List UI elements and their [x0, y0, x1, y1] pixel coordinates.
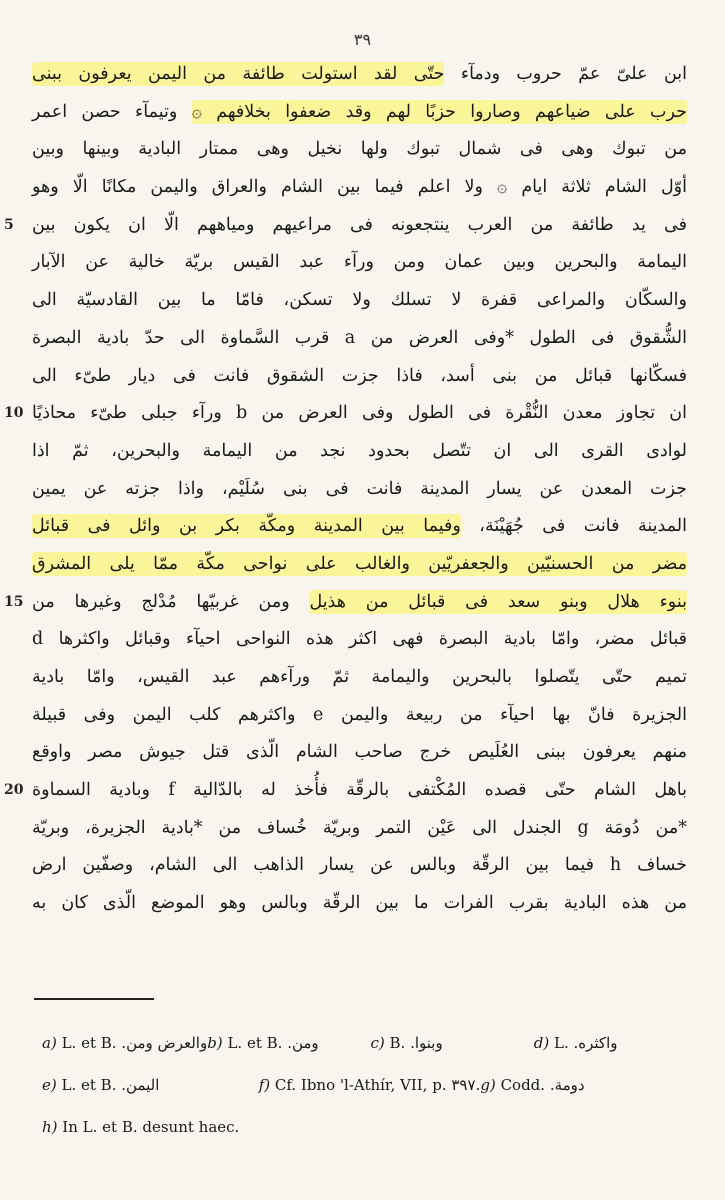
footnote-text: L. et B.	[227, 1034, 283, 1052]
footnote-mark: g)	[480, 1076, 496, 1094]
line-segment: خساف h فيما بين الرقّة وبالس عن يسار الذاهب الى الشام، وصفّين ارض	[32, 855, 687, 876]
footnote-text: Codd.	[500, 1076, 546, 1094]
text-line	[32, 282, 687, 320]
line-text	[32, 56, 687, 94]
text-line	[32, 320, 687, 358]
footnote-row	[42, 1022, 697, 1064]
footnote-mark: b)	[207, 1034, 223, 1052]
footnote	[370, 1022, 533, 1064]
line-text	[32, 282, 687, 320]
page-number: ٣٩	[353, 30, 372, 49]
line-segment: ان تجاوز معدن النُّقْرة فى الطول وفى العرض من b ورآء جبلى طىّء محاذيًا	[32, 403, 687, 424]
text-line	[32, 847, 687, 885]
text-line	[32, 56, 687, 94]
text-line	[4, 207, 687, 245]
line-text	[32, 508, 687, 546]
footnote	[42, 1064, 259, 1106]
line-text	[32, 885, 687, 923]
line-text	[32, 358, 687, 396]
line-text	[32, 734, 687, 772]
line-segment: وتيمآء حصن اعمر	[32, 101, 192, 122]
footnote-arabic: دومة.	[549, 1076, 585, 1094]
line-segment: منهم يعرفون ببنى العُلَيص خرج صاحب الشام الّذى قتل جيوش مصر واوقع	[32, 742, 687, 763]
footnote-arabic: واكثره.	[573, 1034, 618, 1052]
line-text	[32, 169, 687, 207]
line-text	[32, 621, 687, 659]
footnote-arabic: ومن.	[287, 1034, 319, 1052]
footnote-mark: d)	[533, 1034, 550, 1052]
text-line	[4, 395, 687, 433]
line-segment: باهل الشام حتّى قصده المُكْتفى بالرقّة فأُخذ له بالدّالية f وبادية السماوة	[32, 780, 688, 801]
footnote-arabic: اليمن.	[121, 1076, 160, 1094]
text-line	[32, 94, 687, 132]
footnote-text: L. et B.	[61, 1034, 117, 1052]
footnote-text: L.	[553, 1034, 569, 1052]
footnote-mark: c)	[370, 1034, 385, 1052]
line-segment: والسكّان والمراعى قفرة لا تسلك ولا تسكن، فامّا ما بين القادسيّة الى	[32, 290, 687, 311]
footnote	[534, 1022, 697, 1064]
line-segment: تميم حتّى يتّصلوا بالبحرين واليمامة ثمّ ورآءهم عبد القيس، وامّا بادية	[32, 667, 687, 687]
line-text	[32, 131, 687, 169]
line-text	[32, 810, 687, 848]
line-segment: أوّل الشام ثلاثة ايام ۞ ولا اعلم فيما بين الشام والعراق واليمن مكانًا الّا وهو	[32, 177, 687, 198]
body-text	[4, 56, 688, 923]
text-line	[4, 772, 688, 810]
footnote-text: L. et B.	[61, 1076, 117, 1094]
line-segment: من تبوك وهى فى شمال تبوك ولها نخيل وهى ممتار البادية وبينها وبين	[32, 139, 687, 160]
text-line	[32, 508, 687, 546]
text-line	[32, 131, 687, 169]
footnote	[207, 1022, 370, 1064]
line-segment: من هذه البادية بقرب الفرات ما بين الرقّة وبالس وهو الموضع الّذى كان به	[32, 893, 687, 914]
footnote-rule	[34, 998, 154, 1000]
footnote-row	[42, 1064, 697, 1106]
footnote-text: B.	[389, 1034, 406, 1052]
footnote	[480, 1064, 697, 1106]
footnote-row	[42, 1106, 697, 1148]
footnote-text: In L. et B. desunt haec.	[62, 1118, 240, 1136]
line-segment: الجزيرة فانّ بها احيآء من ربيعة واليمن e واكثرهم كلب اليمن وفى قبيلة	[32, 704, 688, 725]
line-text	[32, 207, 687, 245]
footnote-mark: a)	[42, 1034, 57, 1052]
footnote	[42, 1106, 697, 1148]
line-number: 5	[4, 216, 14, 233]
line-number: 15	[4, 593, 24, 610]
line-text	[32, 320, 687, 358]
text-line	[32, 471, 687, 509]
footnote-text: Cf. Ibno 'l-Athír, VII, p. ٣٩٧.	[274, 1076, 481, 1094]
footnote-arabic: والعرض ومن.	[121, 1034, 208, 1052]
line-segment: فسكّانها قبائل من بنى أسد، فاذا جزت الشقوق فانت فى ديار طىّء الى	[32, 365, 687, 386]
footnote-mark: e)	[42, 1076, 57, 1094]
line-segment: فى يد طائفة من العرب ينتجعونه فى مراعيهم ومياههم الّا ان يكون بين	[32, 214, 687, 235]
line-number: 10	[4, 405, 24, 422]
line-segment: ومن غربيّها مُدْلج وغيرها من	[32, 591, 310, 612]
text-line	[32, 659, 687, 697]
line-segment: الشُّقوق فى الطول *وفى العرض من a قرب السَّماوة الى حدّ بادية البصرة	[32, 327, 687, 348]
text-line	[32, 169, 687, 207]
line-segment: لوادى القرى الى ان تتّصل بحدود نجد من اليمامة والبحرين، ثمّ اذا	[32, 440, 687, 461]
line-number: 20	[4, 782, 24, 799]
line-segment: اليمامة والبحرين وبين عمان ومن ورآء عبد القيس بريّة خالية عن الآبار	[32, 252, 687, 273]
line-text	[32, 697, 687, 735]
text-line	[32, 885, 687, 923]
highlighted-segment: بنوء هلال وبنو سعد فى قبائل من هذيل	[309, 591, 687, 612]
text-line	[32, 546, 687, 584]
footnote	[42, 1022, 207, 1064]
text-line	[32, 734, 687, 772]
line-segment: قبائل مضر، وامّا بادية البصرة فهى اكثر هذه النواحى احيآء وقبائل واكثرها d	[32, 629, 687, 650]
line-text	[32, 94, 687, 132]
line-text	[32, 847, 687, 885]
highlighted-segment: حرب على ضياعهم وصاروا حزبًا لهم وقد ضعفوا بخلافهم ۞	[191, 101, 687, 122]
line-text	[32, 471, 687, 509]
text-line	[32, 358, 687, 396]
footnote	[259, 1064, 481, 1106]
footnote-mark: h)	[42, 1118, 58, 1136]
text-line	[32, 244, 687, 282]
line-text	[32, 772, 687, 810]
line-text	[32, 433, 687, 471]
line-text	[32, 244, 687, 282]
line-segment: المدينة فانت فى جُهَيْنَة،	[460, 516, 688, 537]
line-text	[32, 546, 687, 584]
line-segment: جزت المعدن عن يسار المدينة فانت فى بنى سُلَيْم، واذا جزته عن يمين	[32, 478, 687, 499]
line-segment: ابن علىّ عمّ حروب ودمآء	[444, 64, 688, 84]
line-text	[32, 584, 687, 622]
footnote-mark: f)	[258, 1076, 271, 1094]
highlighted-segment: مضر من الحسنيّين والجعفريّين والغالب على نواحى مكّة ممّا يلى المشرق	[32, 553, 687, 574]
highlighted-segment: حتّى لقد استولت طائفة من اليمن يعرفون ببنى	[32, 64, 445, 84]
line-text	[32, 659, 687, 697]
footnote-arabic: وبنوا.	[410, 1034, 443, 1052]
text-line	[32, 433, 687, 471]
text-line	[32, 621, 687, 659]
text-line	[32, 810, 687, 848]
line-text	[32, 395, 687, 433]
highlighted-segment: وفيما بين المدينة ومكّة بكر بن وائل فى قبائل	[32, 516, 461, 537]
line-segment: *من دُومَة g الجندل الى عَيْن التمر وبريّة خُساف من *بادية الجزيرة، وبريّة	[32, 817, 687, 838]
text-line	[4, 584, 687, 622]
footnotes	[42, 1022, 697, 1148]
text-line	[32, 697, 687, 735]
